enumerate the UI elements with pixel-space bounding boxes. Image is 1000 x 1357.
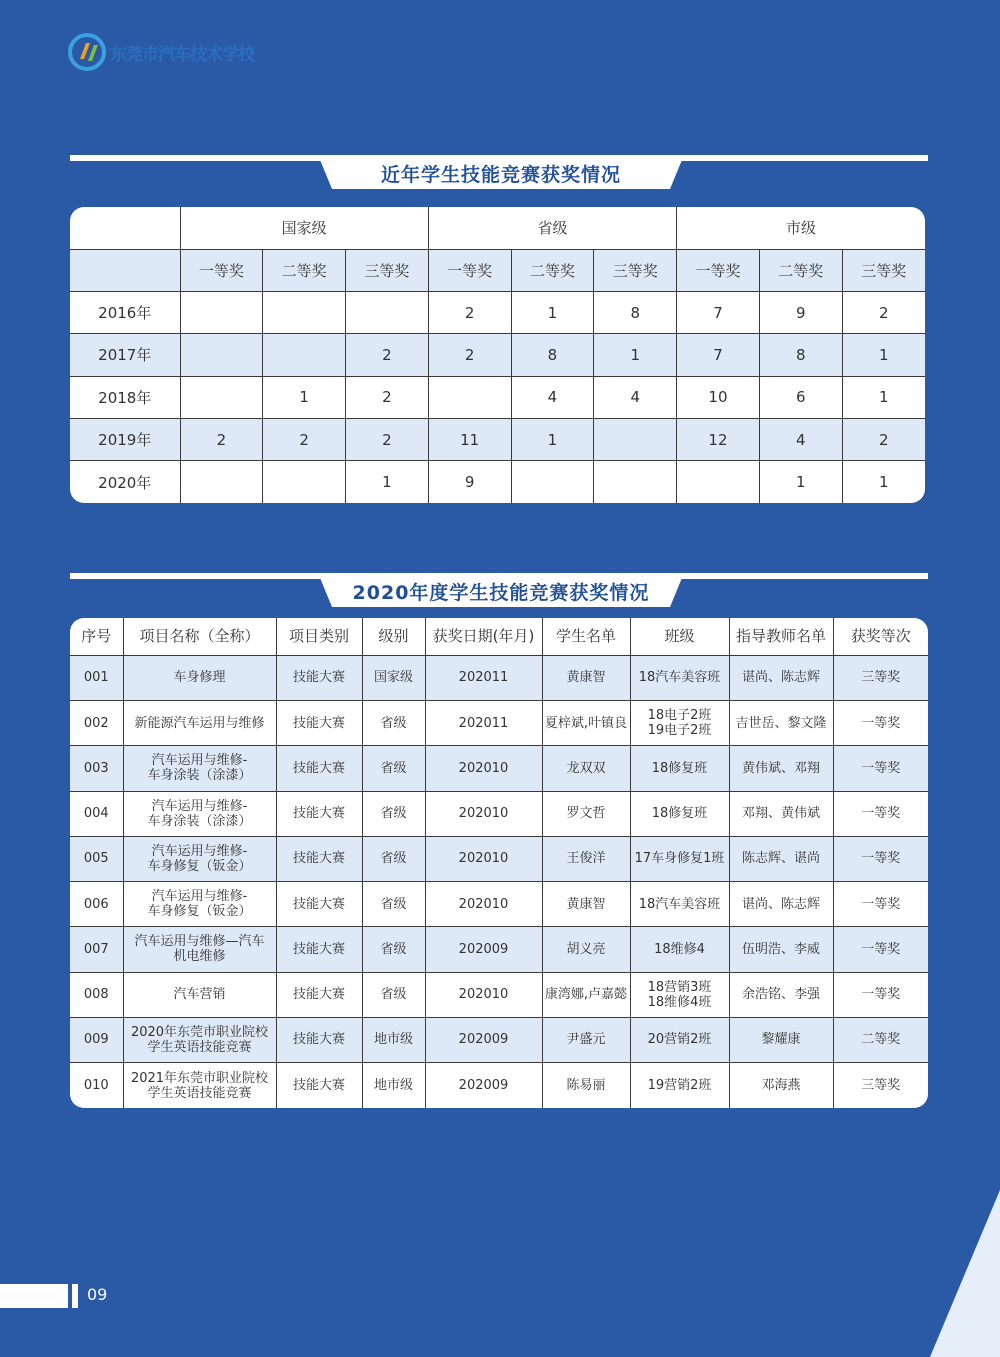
teachers-cell: 伍明浩、李威 [729, 927, 833, 972]
column-header: 级别 [362, 618, 425, 655]
prize-cell: 三等奖 [833, 1063, 928, 1108]
teachers-cell: 吉世岳、黎文隆 [729, 700, 833, 745]
students-cell: 尹盛元 [542, 1017, 630, 1062]
level-cell: 省级 [362, 927, 425, 972]
count-cell [180, 334, 263, 376]
count-cell: 1 [842, 376, 925, 418]
count-cell: 1 [346, 461, 429, 503]
count-cell: 1 [759, 461, 842, 503]
count-cell [594, 461, 677, 503]
class-cell: 18营销3班 18维修4班 [630, 972, 729, 1017]
project-cell: 新能源汽车运用与维修 [123, 700, 276, 745]
count-cell: 12 [677, 418, 760, 460]
index-cell: 010 [70, 1063, 123, 1108]
teachers-cell: 谌尚、陈志辉 [729, 882, 833, 927]
project-cell: 汽车运用与维修—汽车 机电维修 [123, 927, 276, 972]
level-header: 市级 [677, 207, 925, 249]
count-cell: 2 [263, 418, 346, 460]
category-cell: 技能大赛 [276, 882, 362, 927]
level-cell: 省级 [362, 700, 425, 745]
level-cell: 省级 [362, 791, 425, 836]
column-header: 班级 [630, 618, 729, 655]
count-cell: 8 [511, 334, 594, 376]
teachers-cell: 谌尚、陈志辉 [729, 655, 833, 700]
column-header: 学生名单 [542, 618, 630, 655]
students-cell: 龙双双 [542, 746, 630, 791]
count-cell: 2 [346, 376, 429, 418]
count-cell [594, 418, 677, 460]
count-cell: 4 [594, 376, 677, 418]
project-cell: 汽车运用与维修- 车身涂装（涂漆） [123, 791, 276, 836]
students-cell: 康湾娜,卢嘉懿 [542, 972, 630, 1017]
index-cell: 001 [70, 655, 123, 700]
count-cell: 1 [594, 334, 677, 376]
date-cell: 202010 [425, 836, 542, 881]
count-cell: 1 [511, 418, 594, 460]
students-cell: 陈易丽 [542, 1063, 630, 1108]
page-number: 09 [87, 1285, 108, 1304]
footer-band [0, 1284, 68, 1308]
date-cell: 202009 [425, 927, 542, 972]
class-cell: 18汽车美容班 [630, 882, 729, 927]
count-cell: 1 [511, 292, 594, 334]
date-cell: 202009 [425, 1017, 542, 1062]
category-cell: 技能大赛 [276, 655, 362, 700]
project-cell: 2020年东莞市职业院校 学生英语技能竞赛 [123, 1017, 276, 1062]
prize-cell: 一等奖 [833, 700, 928, 745]
count-cell [180, 376, 263, 418]
prize-cell: 一等奖 [833, 746, 928, 791]
prize-header: 二等奖 [263, 249, 346, 291]
year-cell: 2019年 [70, 418, 180, 460]
awards-summary-card [70, 207, 925, 503]
date-cell: 202011 [425, 700, 542, 745]
table-row [70, 882, 928, 927]
category-cell: 技能大赛 [276, 972, 362, 1017]
category-cell: 技能大赛 [276, 1063, 362, 1108]
count-cell: 4 [759, 418, 842, 460]
table-row [70, 207, 925, 249]
table-row [70, 927, 928, 972]
count-cell: 2 [346, 418, 429, 460]
column-header: 指导教师名单 [729, 618, 833, 655]
column-header: 项目类别 [276, 618, 362, 655]
table-row [70, 791, 928, 836]
count-cell: 8 [759, 334, 842, 376]
teachers-cell: 陈志辉、谌尚 [729, 836, 833, 881]
teachers-cell: 黄伟斌、邓翔 [729, 746, 833, 791]
count-cell: 1 [842, 461, 925, 503]
awards-summary-table [70, 207, 925, 503]
table-row [70, 461, 925, 503]
table-row [70, 1063, 928, 1108]
table-row [70, 618, 928, 655]
level-header: 国家级 [180, 207, 428, 249]
count-cell: 9 [759, 292, 842, 334]
date-cell: 202010 [425, 746, 542, 791]
index-cell: 004 [70, 791, 123, 836]
table-row [70, 418, 925, 460]
logo-text: 东莞市汽车技术学校 [110, 44, 254, 65]
count-cell: 4 [511, 376, 594, 418]
class-cell: 19营销2班 [630, 1063, 729, 1108]
class-cell: 18维修4 [630, 927, 729, 972]
corner-cell [70, 207, 180, 249]
class-cell: 18修复班 [630, 791, 729, 836]
prize-cell: 一等奖 [833, 927, 928, 972]
level-cell: 国家级 [362, 655, 425, 700]
count-cell: 9 [428, 461, 511, 503]
count-cell: 6 [759, 376, 842, 418]
index-cell: 006 [70, 882, 123, 927]
project-cell: 汽车运用与维修- 车身修复（钣金） [123, 882, 276, 927]
class-cell: 18汽车美容班 [630, 655, 729, 700]
count-cell: 8 [594, 292, 677, 334]
teachers-cell: 邓翔、黄伟斌 [729, 791, 833, 836]
index-cell: 009 [70, 1017, 123, 1062]
table-row [70, 334, 925, 376]
date-cell: 202011 [425, 655, 542, 700]
year-cell: 2017年 [70, 334, 180, 376]
count-cell: 2 [180, 418, 263, 460]
project-cell: 2021年东莞市职业院校 学生英语技能竞赛 [123, 1063, 276, 1108]
section1-title: 近年学生技能竞赛获奖情况 [380, 164, 621, 186]
prize-header: 二等奖 [511, 249, 594, 291]
category-cell: 技能大赛 [276, 1017, 362, 1062]
level-cell: 地市级 [362, 1017, 425, 1062]
students-cell: 王俊洋 [542, 836, 630, 881]
prize-header: 三等奖 [842, 249, 925, 291]
count-cell: 1 [263, 376, 346, 418]
teachers-cell: 余浩铭、李强 [729, 972, 833, 1017]
class-cell: 17车身修复1班 [630, 836, 729, 881]
category-cell: 技能大赛 [276, 746, 362, 791]
class-cell: 20营销2班 [630, 1017, 729, 1062]
prize-cell: 一等奖 [833, 972, 928, 1017]
logo-emblem-icon [68, 33, 106, 71]
prize-cell: 一等奖 [833, 791, 928, 836]
index-cell: 005 [70, 836, 123, 881]
column-header: 序号 [70, 618, 123, 655]
year-cell: 2020年 [70, 461, 180, 503]
count-cell: 7 [677, 292, 760, 334]
level-cell: 省级 [362, 972, 425, 1017]
project-cell: 汽车营销 [123, 972, 276, 1017]
school-logo [68, 33, 254, 71]
prize-header: 二等奖 [759, 249, 842, 291]
table-row [70, 700, 928, 745]
prize-header: 一等奖 [677, 249, 760, 291]
column-header: 获奖日期(年月) [425, 618, 542, 655]
prize-cell: 二等奖 [833, 1017, 928, 1062]
students-cell: 黄康智 [542, 655, 630, 700]
column-header: 项目名称（全称） [123, 618, 276, 655]
count-cell: 2 [842, 418, 925, 460]
table-row [70, 972, 928, 1017]
class-cell: 18修复班 [630, 746, 729, 791]
count-cell [180, 292, 263, 334]
level-cell: 地市级 [362, 1063, 425, 1108]
teachers-cell: 邓海燕 [729, 1063, 833, 1108]
category-cell: 技能大赛 [276, 700, 362, 745]
count-cell [677, 461, 760, 503]
count-cell: 1 [842, 334, 925, 376]
project-cell: 汽车运用与维修- 车身修复（钣金） [123, 836, 276, 881]
count-cell [428, 376, 511, 418]
students-cell: 黄康智 [542, 882, 630, 927]
project-cell: 车身修理 [123, 655, 276, 700]
table-row [70, 292, 925, 334]
index-cell: 003 [70, 746, 123, 791]
count-cell: 11 [428, 418, 511, 460]
category-cell: 技能大赛 [276, 791, 362, 836]
year-cell: 2016年 [70, 292, 180, 334]
index-cell: 002 [70, 700, 123, 745]
prize-cell: 一等奖 [833, 836, 928, 881]
count-cell: 2 [842, 292, 925, 334]
prize-header: 三等奖 [346, 249, 429, 291]
count-cell [511, 461, 594, 503]
table-row [70, 746, 928, 791]
level-cell: 省级 [362, 746, 425, 791]
corner-cell [70, 249, 180, 291]
table-row [70, 1017, 928, 1062]
date-cell: 202010 [425, 791, 542, 836]
date-cell: 202010 [425, 882, 542, 927]
prize-header: 一等奖 [428, 249, 511, 291]
project-cell: 汽车运用与维修- 车身涂装（涂漆） [123, 746, 276, 791]
students-cell: 罗文哲 [542, 791, 630, 836]
count-cell [263, 334, 346, 376]
year-cell: 2018年 [70, 376, 180, 418]
count-cell: 10 [677, 376, 760, 418]
column-header: 获奖等次 [833, 618, 928, 655]
prize-cell: 三等奖 [833, 655, 928, 700]
count-cell [263, 461, 346, 503]
count-cell: 7 [677, 334, 760, 376]
prize-cell: 一等奖 [833, 882, 928, 927]
awards-2020-table [70, 618, 928, 1108]
index-cell: 007 [70, 927, 123, 972]
index-cell: 008 [70, 972, 123, 1017]
count-cell [263, 292, 346, 334]
count-cell: 2 [428, 334, 511, 376]
table-row [70, 376, 925, 418]
class-cell: 18电子2班 19电子2班 [630, 700, 729, 745]
count-cell [346, 292, 429, 334]
level-cell: 省级 [362, 882, 425, 927]
footer-divider [72, 1284, 78, 1308]
category-cell: 技能大赛 [276, 836, 362, 881]
students-cell: 夏梓斌,叶镇良 [542, 700, 630, 745]
section2-title: 2020年度学生技能竞赛获奖情况 [352, 582, 650, 604]
level-cell: 省级 [362, 836, 425, 881]
awards-2020-card [70, 618, 928, 1108]
teachers-cell: 黎耀康 [729, 1017, 833, 1062]
prize-header: 一等奖 [180, 249, 263, 291]
count-cell: 2 [428, 292, 511, 334]
prize-header: 三等奖 [594, 249, 677, 291]
students-cell: 胡义亮 [542, 927, 630, 972]
table-row [70, 249, 925, 291]
date-cell: 202009 [425, 1063, 542, 1108]
date-cell: 202010 [425, 972, 542, 1017]
level-header: 省级 [428, 207, 676, 249]
table-row [70, 655, 928, 700]
count-cell: 2 [346, 334, 429, 376]
table-row [70, 836, 928, 881]
count-cell [180, 461, 263, 503]
category-cell: 技能大赛 [276, 927, 362, 972]
